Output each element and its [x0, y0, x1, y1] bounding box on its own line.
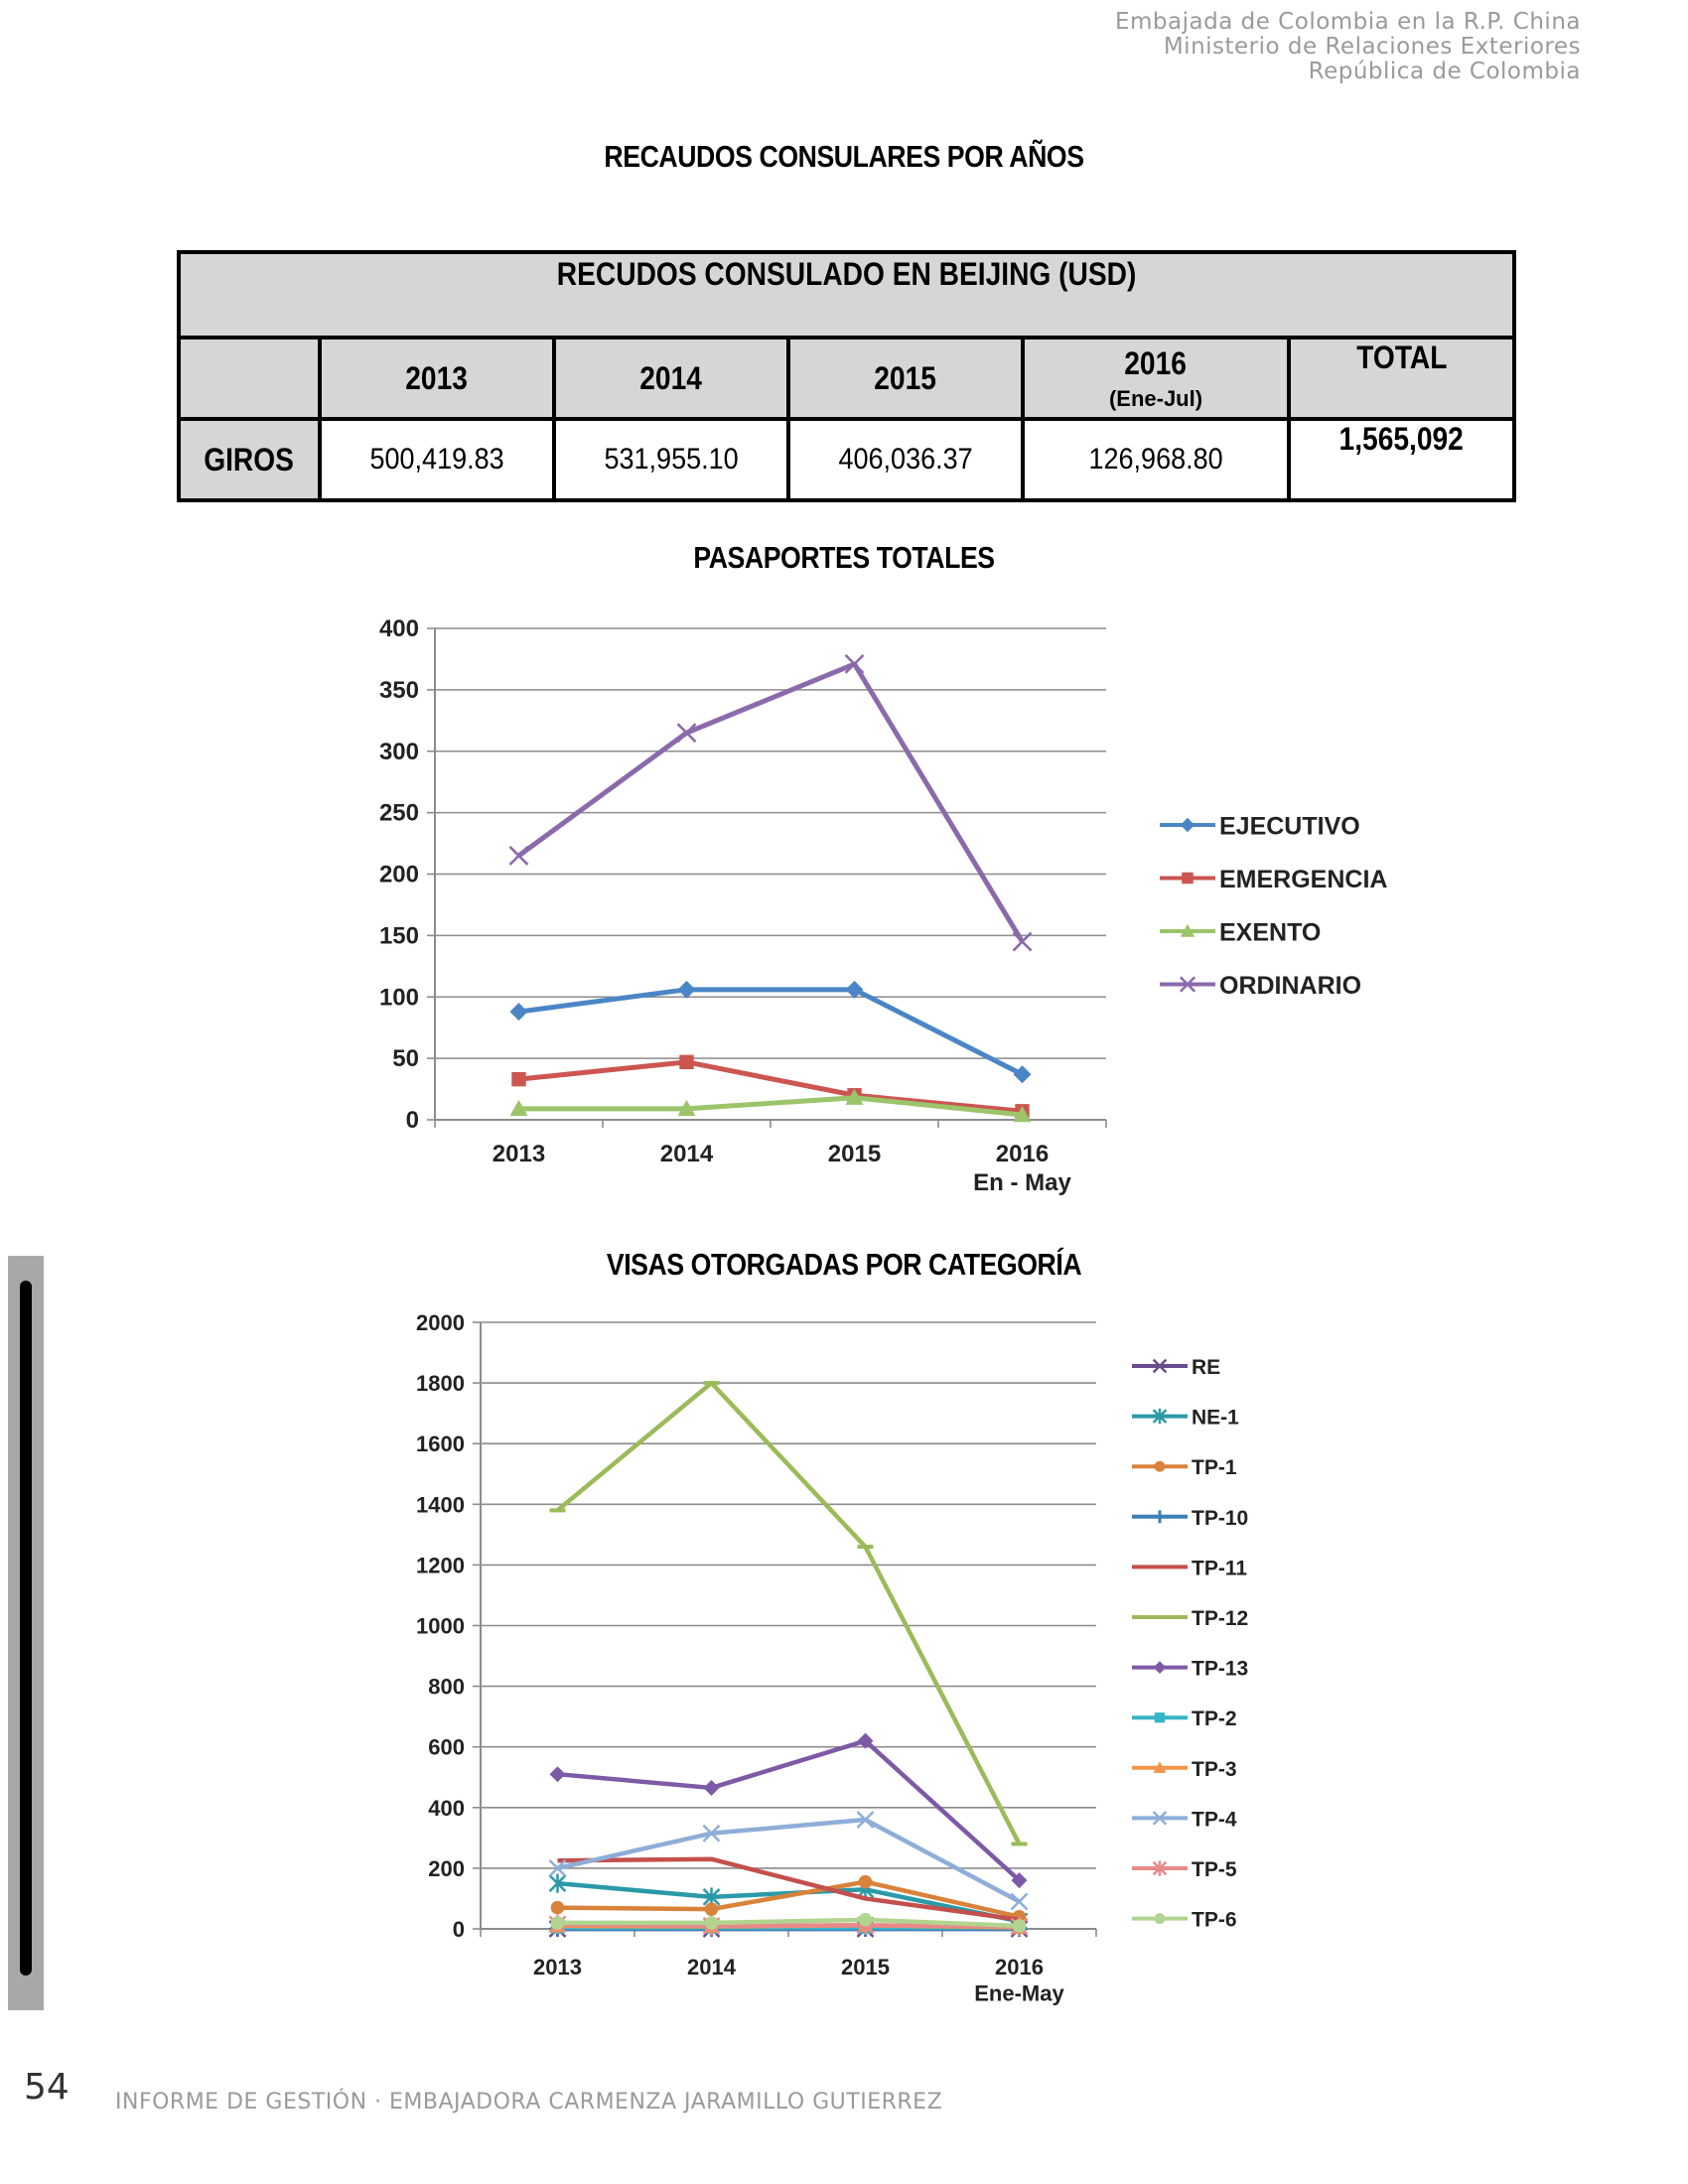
legend-label-emergencia: EMERGENCIA: [1219, 866, 1388, 893]
legend-label-tp-2: TP-2: [1192, 1707, 1237, 1731]
legend-marker-tp-1: [1155, 1461, 1166, 1472]
x-tick-label: 2014: [687, 1955, 736, 1979]
x-tick-label: 2013: [533, 1955, 582, 1979]
legend-label-tp-11: TP-11: [1192, 1557, 1248, 1580]
footer-text: INFORME DE GESTIÓN · EMBAJADORA CARMENZA JARAMILLO GUTIERREZ: [115, 2090, 943, 2115]
header-line-country: República de Colombia: [1308, 59, 1581, 84]
legend-label-tp-4: TP-4: [1192, 1808, 1237, 1832]
legend-label-tp-6: TP-6: [1192, 1908, 1237, 1932]
title-recaudos: RECAUDOS CONSULARES POR AÑOS: [604, 139, 1084, 174]
x-tick-label: Ene-May: [974, 1980, 1064, 2006]
series-line-tp-12: [558, 1383, 1020, 1843]
y-tick-label: 1400: [416, 1492, 465, 1518]
legend-label-ne-1: NE-1: [1192, 1406, 1239, 1430]
data-point-tp-6: [551, 1916, 565, 1930]
legend-label-tp-12: TP-12: [1192, 1606, 1249, 1630]
table-row-label: GIROS: [179, 419, 320, 500]
x-tick-label: 2016: [995, 1955, 1044, 1979]
data-point-tp-6: [1013, 1919, 1027, 1933]
data-point-ejecutivo: [510, 1003, 528, 1021]
y-tick-label: 400: [428, 1795, 465, 1821]
chart-visas: [0, 1300, 1688, 2055]
header-line-ministry: Ministerio de Relaciones Exteriores: [1163, 34, 1581, 60]
data-point-tp-13: [550, 1766, 566, 1782]
x-tick-label: En - May: [973, 1168, 1071, 1196]
recaudos-table: [177, 250, 1516, 502]
data-point-tp-6: [705, 1916, 719, 1930]
y-tick-label: 0: [405, 1107, 419, 1134]
data-point-emergencia: [679, 1055, 693, 1069]
table-caption: RECUDOS CONSULADO EN BEIJING (USD): [556, 256, 1137, 292]
y-tick-label: 1600: [416, 1432, 465, 1457]
x-tick-label: 2016: [995, 1141, 1050, 1167]
title-pasaportes: PASAPORTES TOTALES: [693, 540, 995, 575]
table-header-2015: 2015: [788, 338, 1023, 419]
y-tick-label: 1200: [416, 1553, 465, 1578]
legend-label-ejecutivo: EJECUTIVO: [1219, 812, 1360, 841]
y-tick-label: 400: [378, 615, 419, 642]
x-tick-label: 2014: [659, 1141, 714, 1167]
chart-gridlines: [473, 1322, 1096, 1929]
table-header-total: TOTAL: [1289, 338, 1514, 419]
data-point-tp-1: [551, 1901, 565, 1915]
y-tick-label: 50: [392, 1045, 419, 1073]
legend-label-tp-1: TP-1: [1192, 1456, 1237, 1480]
data-point-ejecutivo: [846, 981, 864, 999]
series-line-ordinario: [519, 664, 1023, 942]
table-header-2013: 2013: [320, 338, 554, 419]
table-cell-2015: 406,036.37: [788, 419, 1023, 500]
legend-label-exento: EXENTO: [1219, 918, 1322, 947]
legend-label-re: RE: [1192, 1355, 1221, 1379]
legend-label-tp-3: TP-3: [1192, 1757, 1237, 1781]
table-header-2014: 2014: [554, 338, 788, 419]
page-number: 54: [24, 2067, 70, 2108]
table-header-empty: [179, 338, 320, 419]
y-tick-label: 2000: [416, 1310, 465, 1335]
side-decoration-stroke: [20, 1281, 32, 1976]
legend-label-tp-13: TP-13: [1192, 1657, 1249, 1681]
legend-marker-ejecutivo: [1181, 818, 1195, 832]
page-header: [1115, 10, 1581, 84]
data-point-tp-6: [859, 1913, 873, 1927]
y-tick-label: 800: [428, 1674, 465, 1700]
legend-marker-tp-6: [1155, 1913, 1166, 1924]
data-point-tp-4: [1012, 1894, 1028, 1910]
table-header-row: [179, 338, 1514, 419]
header-line-embassy: Embajada de Colombia en la R.P. China: [1115, 9, 1581, 35]
title-visas: VISAS OTORGADAS POR CATEGORÍA: [606, 1247, 1082, 1282]
data-point-ordinario: [510, 847, 528, 865]
legend-marker-tp-2: [1155, 1712, 1165, 1722]
x-tick-label: 2013: [492, 1141, 546, 1167]
y-tick-label: 1000: [416, 1613, 465, 1639]
table-cell-2016: 126,968.80: [1023, 419, 1289, 500]
table-row: [179, 419, 1514, 500]
data-point-tp-13: [704, 1780, 720, 1796]
y-tick-label: 200: [428, 1855, 465, 1881]
table-cell-total: 1,565,092: [1289, 419, 1514, 500]
data-point-tp-1: [705, 1902, 719, 1916]
legend-label-tp-10: TP-10: [1192, 1506, 1249, 1530]
x-tick-label: 2015: [841, 1955, 890, 1979]
y-tick-label: 300: [378, 738, 419, 765]
table-header-2016: 2016 (Ene-Jul): [1023, 338, 1289, 419]
data-point-tp-1: [859, 1875, 873, 1889]
y-tick-label: 600: [428, 1734, 465, 1760]
table-cell-2014: 531,955.10: [554, 419, 788, 500]
chart-pasaportes: [0, 596, 1688, 1211]
y-tick-label: 250: [378, 799, 419, 827]
x-tick-label: 2015: [827, 1141, 882, 1167]
y-tick-label: 100: [378, 984, 419, 1012]
data-point-emergencia: [511, 1072, 525, 1086]
legend-marker-emergencia: [1182, 873, 1194, 885]
y-tick-label: 350: [378, 676, 419, 704]
table-caption-cell: [179, 252, 1514, 338]
table-caption-row: [179, 252, 1514, 338]
y-tick-label: 200: [378, 861, 419, 888]
table-header-2016-sub: (Ene-Jul): [1108, 385, 1203, 411]
legend-label-ordinario: ORDINARIO: [1219, 972, 1362, 1000]
legend-marker-tp-10: [1154, 1510, 1167, 1523]
series-line-exento: [519, 1098, 1023, 1115]
data-point-ejecutivo: [678, 981, 696, 999]
series-line-ejecutivo: [519, 990, 1023, 1074]
y-tick-label: 150: [378, 922, 419, 950]
legend-label-tp-5: TP-5: [1192, 1857, 1237, 1881]
y-tick-label: 0: [452, 1917, 465, 1942]
data-point-ejecutivo: [1014, 1065, 1032, 1083]
y-tick-label: 1800: [416, 1371, 465, 1397]
table-cell-2013: 500,419.83: [320, 419, 554, 500]
legend-marker-tp-13: [1154, 1661, 1167, 1674]
